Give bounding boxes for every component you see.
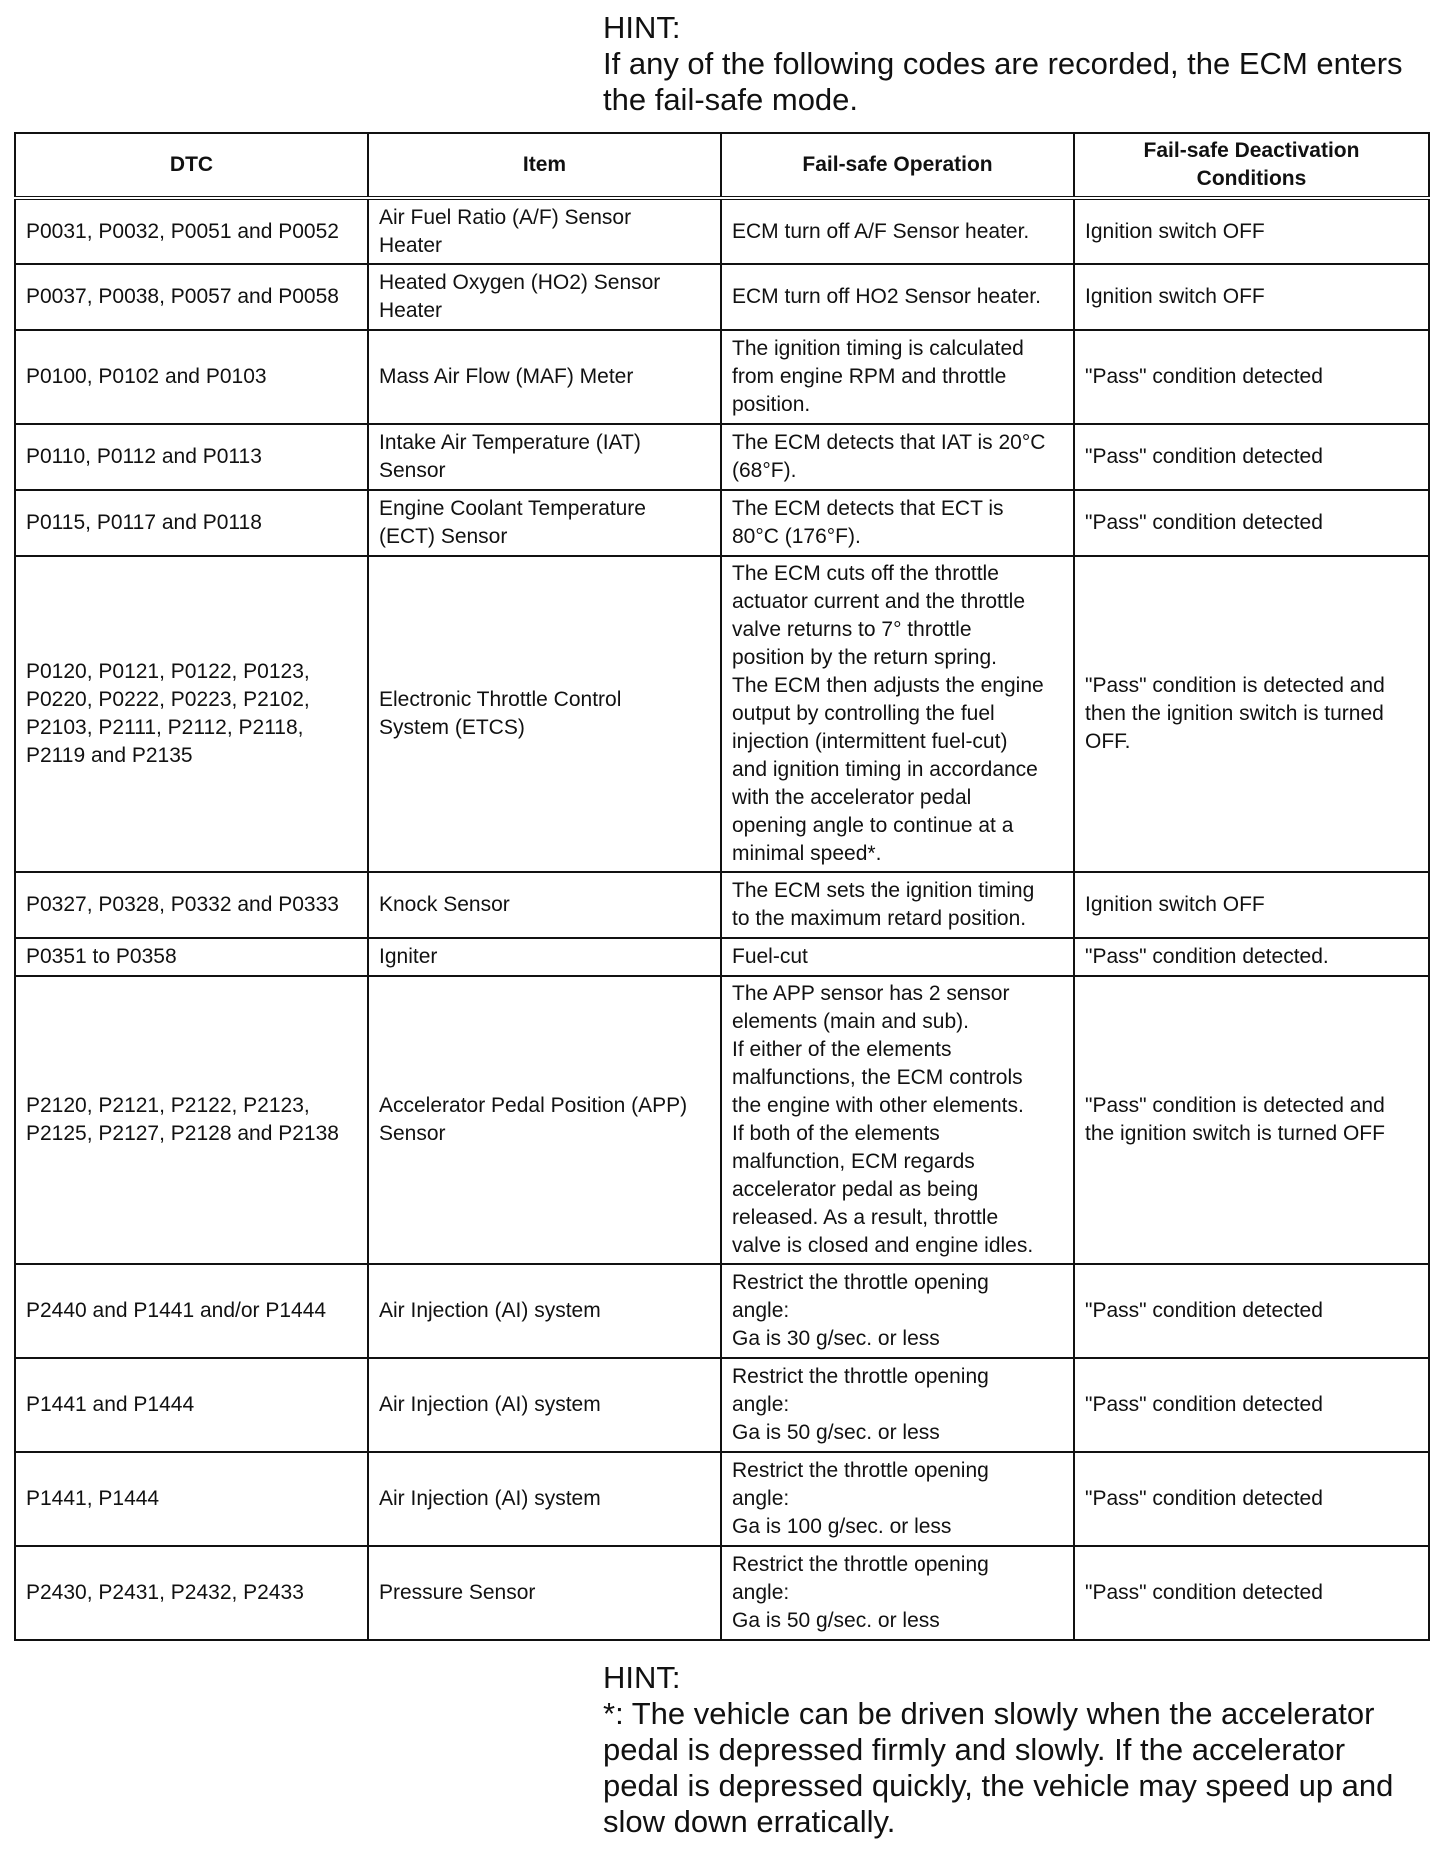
cell-operation: Restrict the throttle opening angle: Ga is 30 g/sec. or less	[721, 1264, 1074, 1358]
cell-item: Intake Air Temperature (IAT) Sensor	[368, 424, 721, 490]
cell-deactivation: Ignition switch OFF	[1074, 872, 1429, 938]
cell-operation: Restrict the throttle opening angle: Ga is 50 g/sec. or less	[721, 1358, 1074, 1452]
cell-item: Accelerator Pedal Position (APP) Sensor	[368, 976, 721, 1264]
cell-dtc: P1441, P1444	[15, 1452, 368, 1546]
cell-deactivation: "Pass" condition detected	[1074, 1264, 1429, 1358]
hint-top	[603, 10, 1423, 118]
cell-item: Heated Oxygen (HO2) Sensor Heater	[368, 264, 721, 330]
table-row	[15, 264, 1429, 330]
cell-item: Air Injection (AI) system	[368, 1358, 721, 1452]
cell-deactivation: "Pass" condition is detected and the ignition switch is turned OFF	[1074, 976, 1429, 1264]
hint-bottom	[603, 1660, 1423, 1840]
table-row	[15, 1452, 1429, 1546]
cell-operation: The ECM sets the ignition timing to the maximum retard position.	[721, 872, 1074, 938]
cell-dtc: P1441 and P1444	[15, 1358, 368, 1452]
table-row	[15, 976, 1429, 1264]
cell-item: Engine Coolant Temperature (ECT) Sensor	[368, 490, 721, 556]
cell-item: Pressure Sensor	[368, 1546, 721, 1640]
cell-operation: The ECM detects that ECT is 80°C (176°F).	[721, 490, 1074, 556]
cell-deactivation: "Pass" condition is detected and then the ignition switch is turned OFF.	[1074, 556, 1429, 872]
cell-deactivation: "Pass" condition detected	[1074, 330, 1429, 424]
hint-top-text: If any of the following codes are recorded, the ECM enters the fail-safe mode.	[603, 46, 1403, 117]
cell-dtc: P0031, P0032, P0051 and P0052	[15, 198, 368, 264]
table-row	[15, 872, 1429, 938]
cell-item: Air Injection (AI) system	[368, 1452, 721, 1546]
cell-dtc: P0120, P0121, P0122, P0123, P0220, P0222, P0223, P2102, P2103, P2111, P2112, P2118, P2119 and P2135	[15, 556, 368, 872]
hint-top-label: HINT:	[603, 10, 681, 45]
table-row	[15, 556, 1429, 872]
cell-dtc: P0037, P0038, P0057 and P0058	[15, 264, 368, 330]
cell-dtc: P0100, P0102 and P0103	[15, 330, 368, 424]
cell-deactivation: "Pass" condition detected	[1074, 424, 1429, 490]
cell-deactivation: "Pass" condition detected	[1074, 1358, 1429, 1452]
table-row	[15, 1264, 1429, 1358]
cell-operation: Restrict the throttle opening angle: Ga is 50 g/sec. or less	[721, 1546, 1074, 1640]
cell-operation: The ignition timing is calculated from engine RPM and throttle position.	[721, 330, 1074, 424]
table-row	[15, 198, 1429, 264]
cell-item: Air Fuel Ratio (A/F) Sensor Heater	[368, 198, 721, 264]
table-row	[15, 490, 1429, 556]
table-row	[15, 424, 1429, 490]
cell-operation: Fuel-cut	[721, 938, 1074, 976]
cell-item: Electronic Throttle Control System (ETCS)	[368, 556, 721, 872]
cell-operation: The ECM cuts off the throttle actuator current and the throttle valve returns to 7° throttle position by the return spring. The ECM then adjusts the engine output by controlling the fuel injection (intermittent fuel-cut) and ignition timing in accordance with the accelerator pedal opening angle to continue at a minimal speed*.	[721, 556, 1074, 872]
cell-operation: The ECM detects that IAT is 20°C (68°F).	[721, 424, 1074, 490]
cell-item: Igniter	[368, 938, 721, 976]
fail-safe-table	[14, 132, 1430, 1641]
cell-deactivation: Ignition switch OFF	[1074, 198, 1429, 264]
cell-dtc: P0110, P0112 and P0113	[15, 424, 368, 490]
cell-deactivation: "Pass" condition detected	[1074, 490, 1429, 556]
cell-operation: Restrict the throttle opening angle: Ga is 100 g/sec. or less	[721, 1452, 1074, 1546]
cell-deactivation: "Pass" condition detected	[1074, 1546, 1429, 1640]
cell-operation: The APP sensor has 2 sensor elements (main and sub). If either of the elements malfunctions, the ECM controls the engine with other elements. If both of the elements malfunction, ECM regards accelerator pedal as being released. As a result, throttle valve is closed and engine idles.	[721, 976, 1074, 1264]
header-fail-safe-deactivation: Fail-safe Deactivation Conditions	[1074, 133, 1429, 198]
cell-operation: ECM turn off HO2 Sensor heater.	[721, 264, 1074, 330]
hint-bottom-text: *: The vehicle can be driven slowly when the accelerator pedal is depressed firmly and slowly. If the accelerator pedal is depressed quickly, the vehicle may speed up and slow down erratically.	[603, 1696, 1394, 1839]
cell-item: Knock Sensor	[368, 872, 721, 938]
table-row	[15, 330, 1429, 424]
cell-dtc: P2120, P2121, P2122, P2123, P2125, P2127, P2128 and P2138	[15, 976, 368, 1264]
cell-deactivation: "Pass" condition detected.	[1074, 938, 1429, 976]
cell-item: Air Injection (AI) system	[368, 1264, 721, 1358]
cell-deactivation: "Pass" condition detected	[1074, 1452, 1429, 1546]
table-header-row	[15, 133, 1429, 198]
cell-deactivation: Ignition switch OFF	[1074, 264, 1429, 330]
cell-dtc: P2440 and P1441 and/or P1444	[15, 1264, 368, 1358]
header-fail-safe-operation: Fail-safe Operation	[721, 133, 1074, 198]
cell-dtc: P0327, P0328, P0332 and P0333	[15, 872, 368, 938]
hint-bottom-label: HINT:	[603, 1660, 681, 1695]
header-dtc: DTC	[15, 133, 368, 198]
cell-dtc: P0351 to P0358	[15, 938, 368, 976]
table-row	[15, 1358, 1429, 1452]
table-row	[15, 1546, 1429, 1640]
cell-operation: ECM turn off A/F Sensor heater.	[721, 198, 1074, 264]
header-item: Item	[368, 133, 721, 198]
cell-dtc: P2430, P2431, P2432, P2433	[15, 1546, 368, 1640]
cell-dtc: P0115, P0117 and P0118	[15, 490, 368, 556]
table-row	[15, 938, 1429, 976]
cell-item: Mass Air Flow (MAF) Meter	[368, 330, 721, 424]
